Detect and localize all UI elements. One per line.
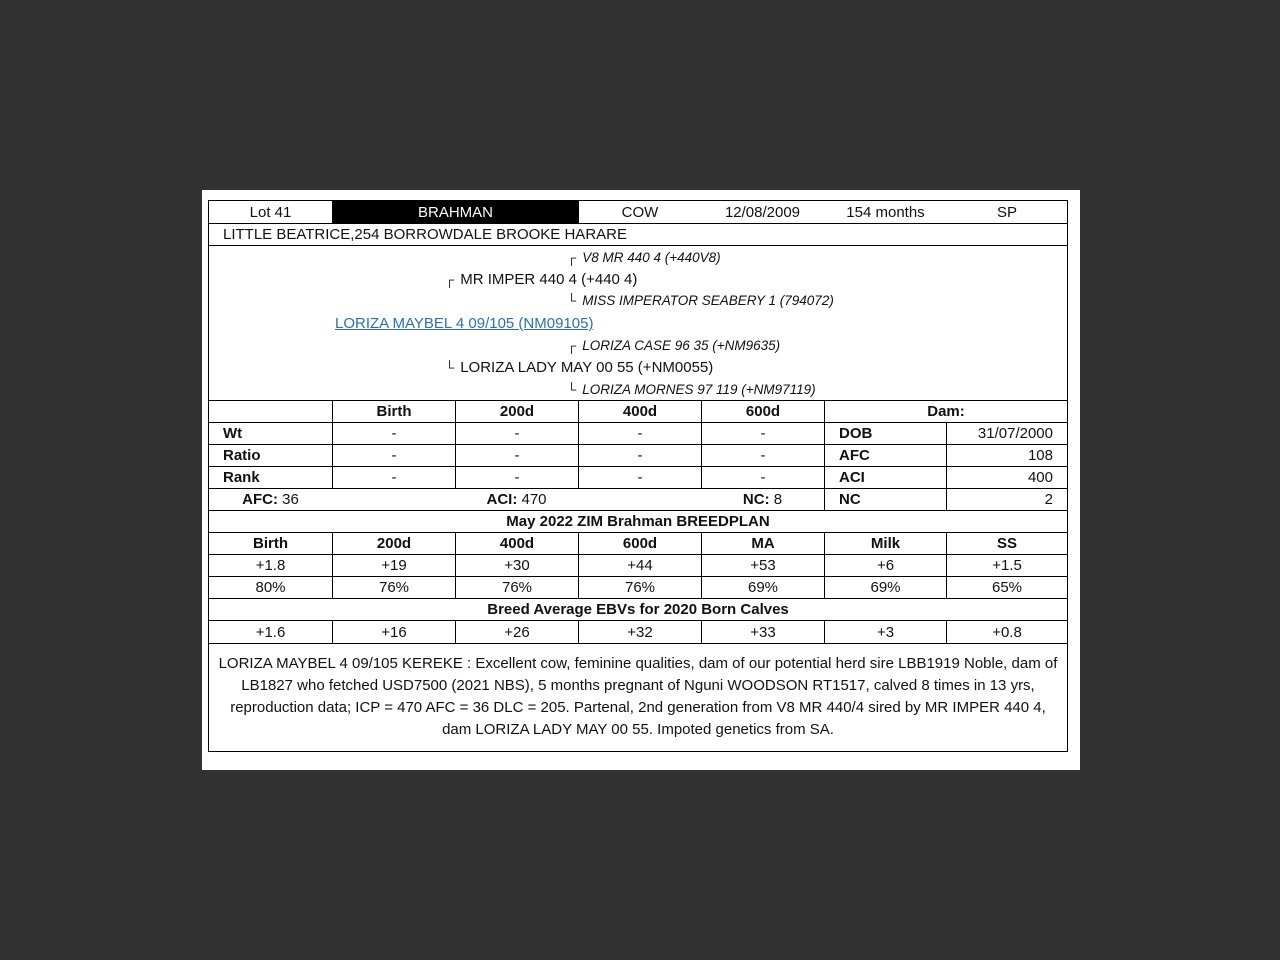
- performance-row-rank: [209, 467, 1067, 489]
- ebv-header: 200d: [332, 533, 455, 554]
- perf-header-600d: 600d: [701, 401, 824, 422]
- perf-value: -: [455, 423, 578, 444]
- ebv-header: 600d: [578, 533, 701, 554]
- perf-value: -: [332, 467, 455, 488]
- pedigree-sire-dam: └ MISS IMPERATOR SEABERY 1 (794072): [567, 293, 834, 308]
- breed-average-value: +16: [332, 621, 455, 643]
- ebv-accuracy: 69%: [701, 577, 824, 598]
- ebv-header: Milk: [824, 533, 946, 554]
- dam-field-label: NC: [824, 489, 946, 510]
- perf-value: -: [455, 445, 578, 466]
- dam-field-label: DOB: [824, 423, 946, 444]
- breed-average-value: +26: [455, 621, 578, 643]
- status-label: SP: [996, 203, 1017, 221]
- ebv-accuracy-row: [209, 577, 1067, 599]
- ebv-header: 400d: [455, 533, 578, 554]
- ebv-value: +6: [824, 555, 946, 576]
- aci-summary: ACI: 470: [486, 491, 547, 508]
- lot-number: Lot 41: [249, 203, 292, 221]
- pedigree-sire: ┌ MR IMPER 440 4 (+440 4): [445, 271, 638, 288]
- ebv-accuracy: 80%: [255, 579, 286, 596]
- breed-average-value: +33: [701, 621, 824, 643]
- dam-field-value: 31/07/2000: [946, 423, 1067, 444]
- birth-date: 12/08/2009: [724, 203, 801, 221]
- performance-header-row: [209, 401, 1067, 423]
- perf-row-label: Ratio: [223, 447, 261, 464]
- perf-value: -: [701, 467, 824, 488]
- breed-average-value: +0.8: [946, 621, 1067, 643]
- ebv-header: SS: [946, 533, 1067, 554]
- breed-label: BRAHMAN: [332, 201, 578, 223]
- breed-average-value: +1.6: [255, 623, 286, 641]
- breed-average-value: +3: [824, 621, 946, 643]
- lot-card: [208, 200, 1068, 752]
- pedigree-dam: └ LORIZA LADY MAY 00 55 (+NM0055): [445, 359, 714, 376]
- perf-value: -: [332, 423, 455, 444]
- breed-average-row: [209, 621, 1067, 644]
- perf-header-400d: 400d: [578, 401, 701, 422]
- pedigree-section: [209, 246, 1067, 401]
- ebv-header: Birth: [253, 535, 288, 552]
- ebv-accuracy: 76%: [332, 577, 455, 598]
- ebv-value: +19: [332, 555, 455, 576]
- perf-row-label: Wt: [223, 425, 243, 442]
- pedigree-sire-sire: ┌ V8 MR 440 4 (+440V8): [567, 250, 721, 265]
- lot-card-page: [202, 190, 1080, 770]
- performance-label-header: [209, 401, 332, 422]
- remarks-text: LORIZA MAYBEL 4 09/105 KEREKE : Excellent cow, feminine qualities, dam of our potential herd sire LBB1919 Noble, dam of LB1827 who fetched USD7500 (2021 NBS), 5 months pregnant of Nguni WOODSON RT1517, calved 8 times in 13 yrs, reproduction data; ICP = 470 AFC = 36 DLC = 205. Partenal, 2nd generation from V8 MR 440/4 sired by MR IMPER 440 4, dam LORIZA LADY MAY 00 55. Impoted genetics from SA.: [218, 655, 1058, 738]
- ebv-values-row: [209, 555, 1067, 577]
- perf-value: -: [701, 445, 824, 466]
- perf-value: -: [578, 467, 701, 488]
- ebv-accuracy: 69%: [824, 577, 946, 598]
- dam-field-value: 2: [946, 489, 1067, 510]
- ebv-title: May 2022 ZIM Brahman BREEDPLAN: [506, 513, 770, 530]
- summary-row: [209, 489, 1067, 511]
- perf-header-200d: 200d: [455, 401, 578, 422]
- ebv-header: MA: [701, 533, 824, 554]
- dam-field-value: 108: [946, 445, 1067, 466]
- dam-header: Dam:: [824, 401, 1067, 422]
- ebv-value: +44: [578, 555, 701, 576]
- breed-average-title: Breed Average EBVs for 2020 Born Calves: [487, 601, 789, 618]
- perf-value: -: [455, 467, 578, 488]
- perf-header-birth: Birth: [332, 401, 455, 422]
- sex-label: COW: [578, 201, 701, 223]
- remarks-section: [209, 643, 1067, 751]
- perf-value: -: [578, 423, 701, 444]
- owner-row: [209, 224, 1067, 246]
- ebv-value: +1.8: [255, 557, 286, 574]
- breed-average-value: +32: [578, 621, 701, 643]
- ebv-value: +1.5: [946, 555, 1067, 576]
- ebv-value: +53: [701, 555, 824, 576]
- ebv-accuracy: 76%: [578, 577, 701, 598]
- ebv-title-row: [209, 511, 1067, 533]
- perf-value: -: [701, 423, 824, 444]
- dam-field-label: ACI: [824, 467, 946, 488]
- ebv-accuracy: 76%: [455, 577, 578, 598]
- perf-row-label: Rank: [223, 469, 260, 486]
- lot-header-row: [209, 201, 1067, 224]
- dam-field-value: 400: [946, 467, 1067, 488]
- performance-row-wt: [209, 423, 1067, 445]
- perf-value: -: [578, 445, 701, 466]
- pedigree-dam-dam: └ LORIZA MORNES 97 119 (+NM97119): [567, 382, 816, 397]
- nc-summary: NC: 8: [742, 491, 783, 508]
- perf-value: -: [332, 445, 455, 466]
- dam-field-label: AFC: [824, 445, 946, 466]
- performance-row-ratio: [209, 445, 1067, 467]
- pedigree-dam-sire: ┌ LORIZA CASE 96 35 (+NM9635): [567, 338, 781, 353]
- ebv-value: +30: [455, 555, 578, 576]
- ebv-accuracy: 65%: [946, 577, 1067, 598]
- owner-address: LITTLE BEATRICE,254 BORROWDALE BROOKE HARARE: [223, 226, 627, 243]
- afc-summary: AFC: 36: [242, 491, 299, 508]
- animal-name-link[interactable]: LORIZA MAYBEL 4 09/105 (NM09105): [335, 315, 594, 332]
- age-label: 154 months: [846, 203, 925, 221]
- ebv-header-row: [209, 533, 1067, 555]
- breed-average-title-row: [209, 599, 1067, 621]
